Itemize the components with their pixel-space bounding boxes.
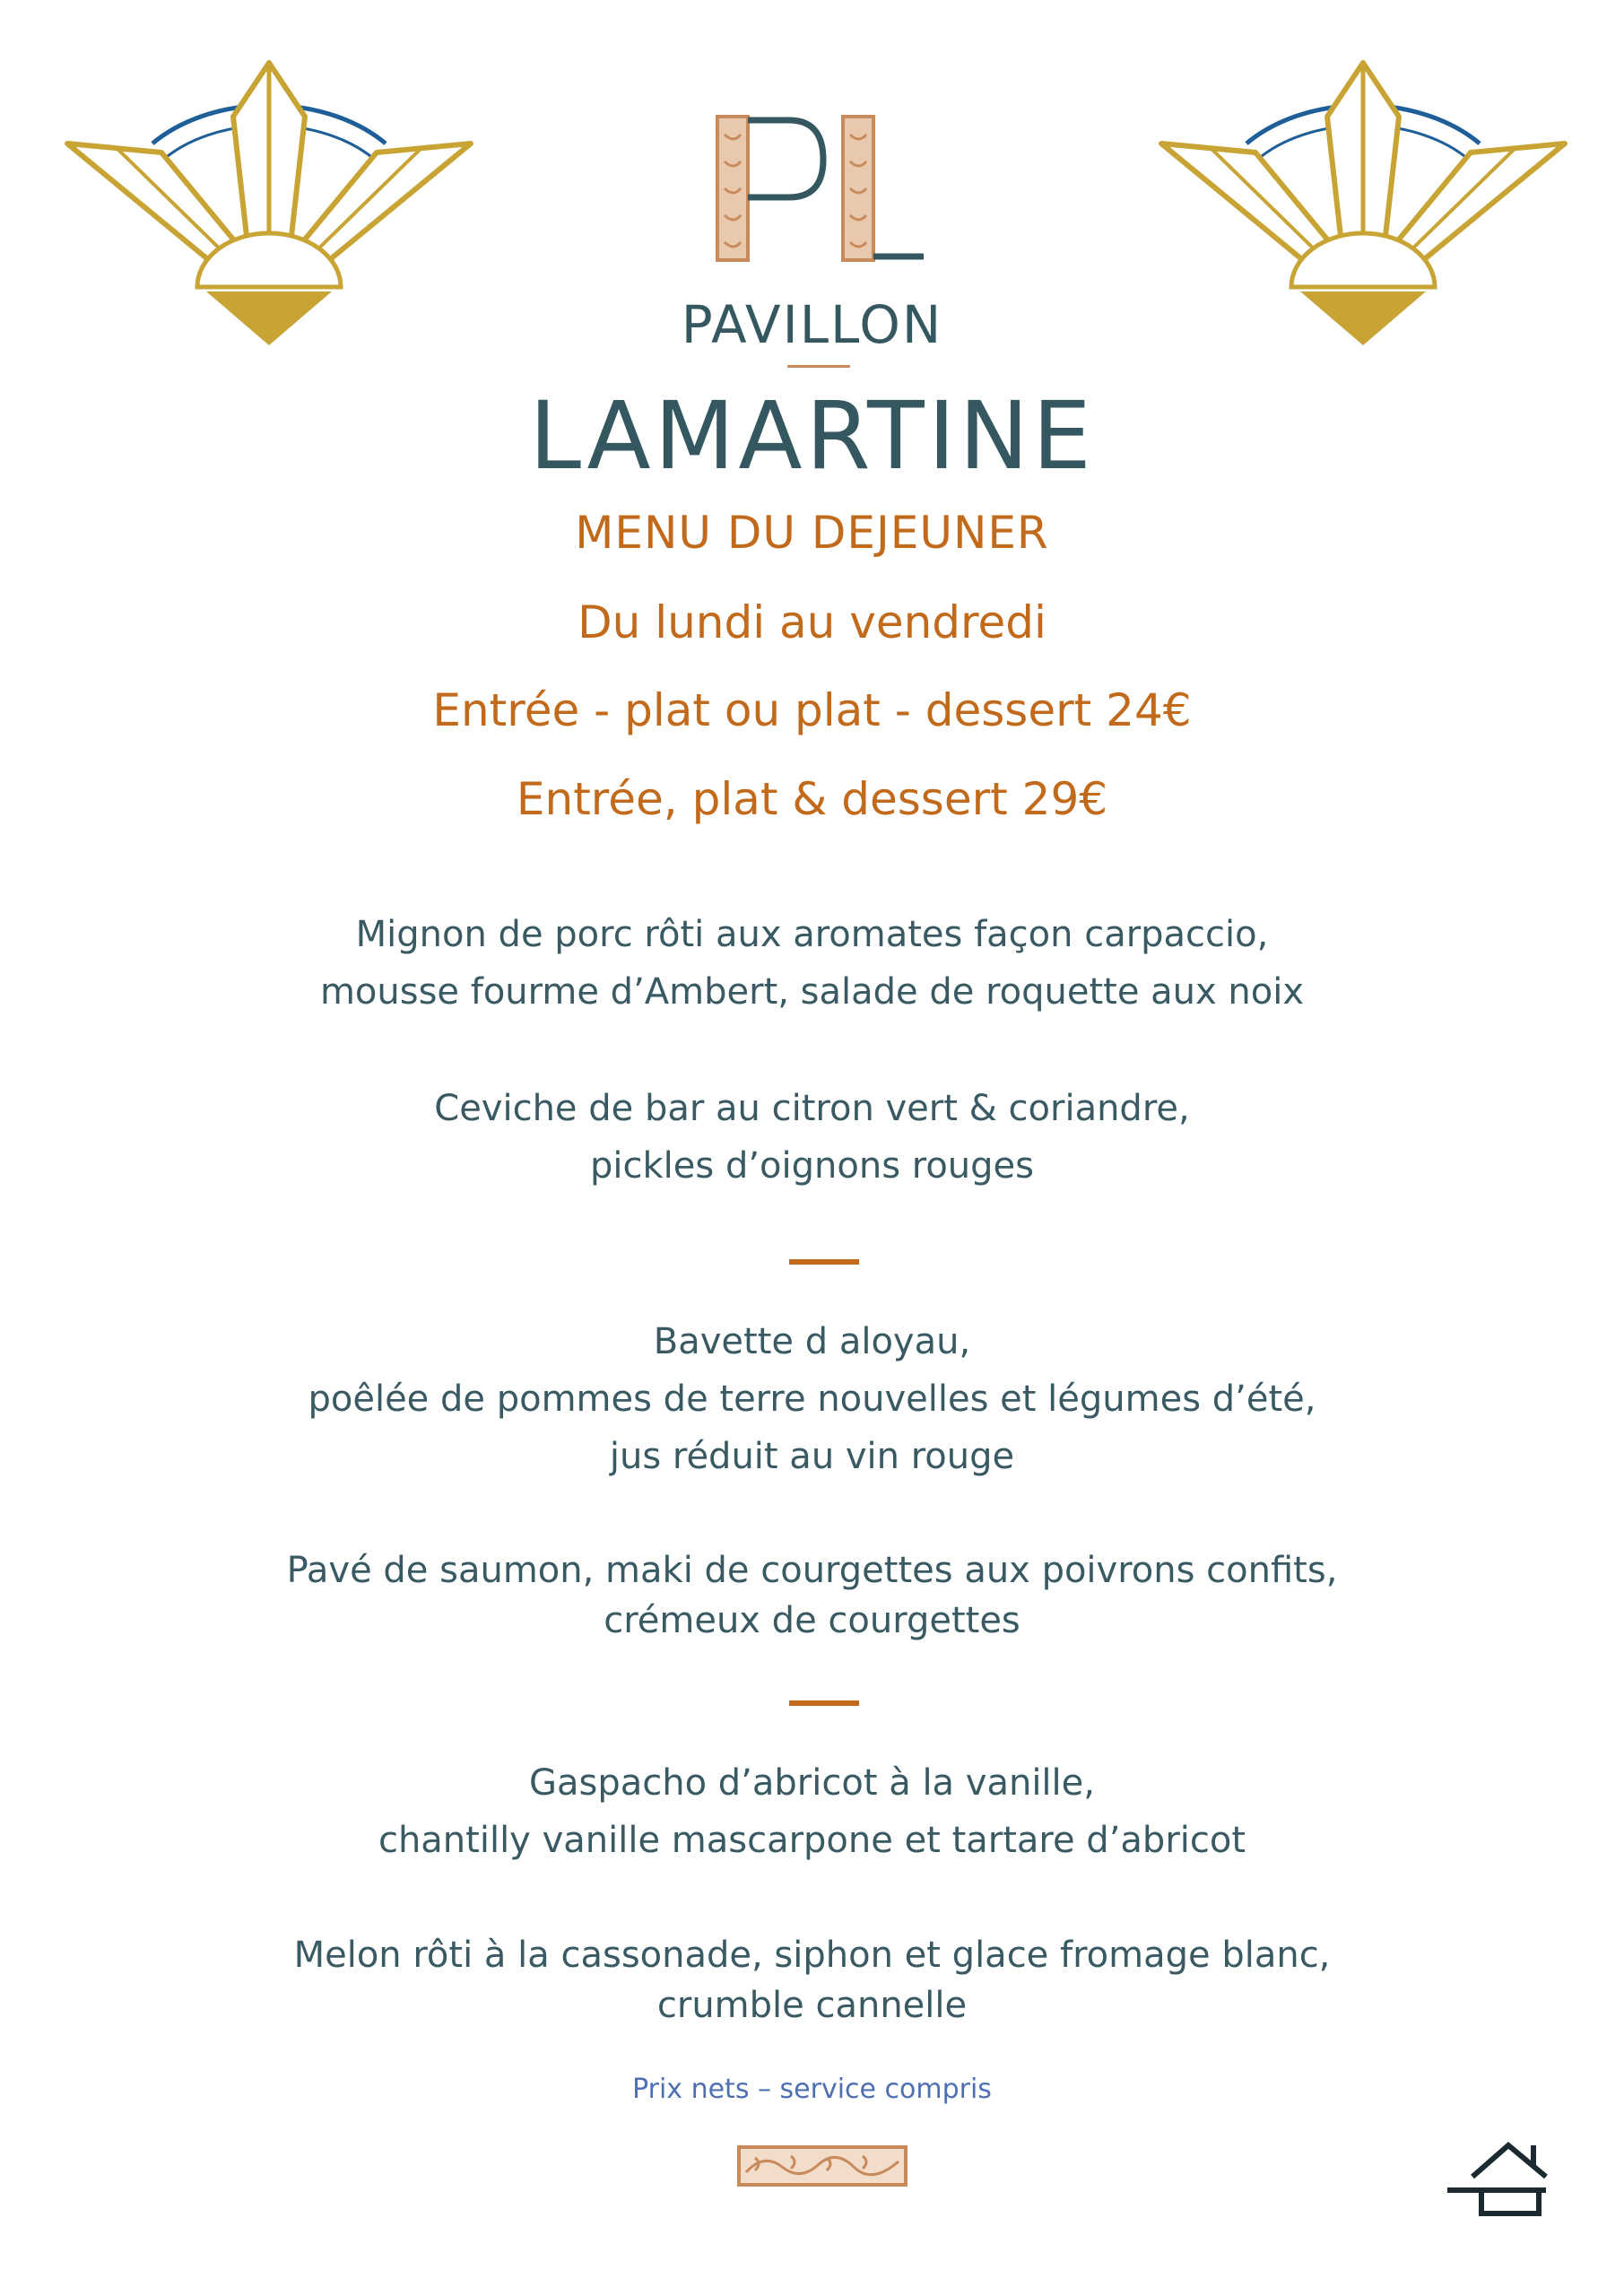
main-item [0,1545,1624,1646]
dessert-item [0,1754,1624,1869]
dessert-item [0,1930,1624,2031]
starter-item [0,1080,1624,1195]
dish-line: chantilly vanille mascarpone et tartare d’abricot [378,1820,1246,1861]
dish-line: Bavette d aloyau, [653,1321,971,1362]
dish-line: pickles d’oignons rouges [590,1145,1034,1187]
brand-name-top: PAVILLON [681,294,943,355]
dish-line: Pavé de saumon, maki de courgettes aux poivrons confits, [286,1550,1338,1591]
section-divider [789,1259,859,1265]
brand-name-main: LAMARTINE [529,381,1095,491]
price-footnote: Prix nets – service compris [632,2074,992,2105]
main-item [0,1313,1624,1485]
dish-line: mousse fourme d’Ambert, salade de roquette aux noix [319,971,1305,1013]
dish-line: crémeux de courgettes [604,1600,1020,1641]
dish-line: Ceviche de bar au citron vert & coriandre, [434,1088,1190,1129]
dish-line: Mignon de porc rôti aux aromates façon carpaccio, [355,914,1269,955]
dish-line: poêlée de pommes de terre nouvelles et légumes d’été, [308,1378,1316,1420]
floral-tile-icon [737,2145,908,2187]
dish-line: jus réduit au vin rouge [609,1436,1015,1477]
dish-line: Gaspacho d’abricot à la vanille, [529,1762,1095,1804]
dish-line: Melon rôti à la cassonade, siphon et glace fromage blanc, [293,1935,1331,1976]
starter-item [0,906,1624,1021]
brand-divider [787,365,850,368]
pl-monogram-logo [708,108,933,269]
house-logo-icon [1446,2136,1550,2217]
menu-title: MENU DU DEJEUNER [575,507,1049,559]
price-two-courses: Entrée - plat ou plat - dessert 24€ [432,684,1192,736]
menu-days: Du lundi au vendredi [578,596,1046,648]
price-three-courses: Entrée, plat & dessert 29€ [516,773,1108,825]
dish-line: crumble cannelle [656,1985,968,2026]
section-divider [789,1700,859,1706]
